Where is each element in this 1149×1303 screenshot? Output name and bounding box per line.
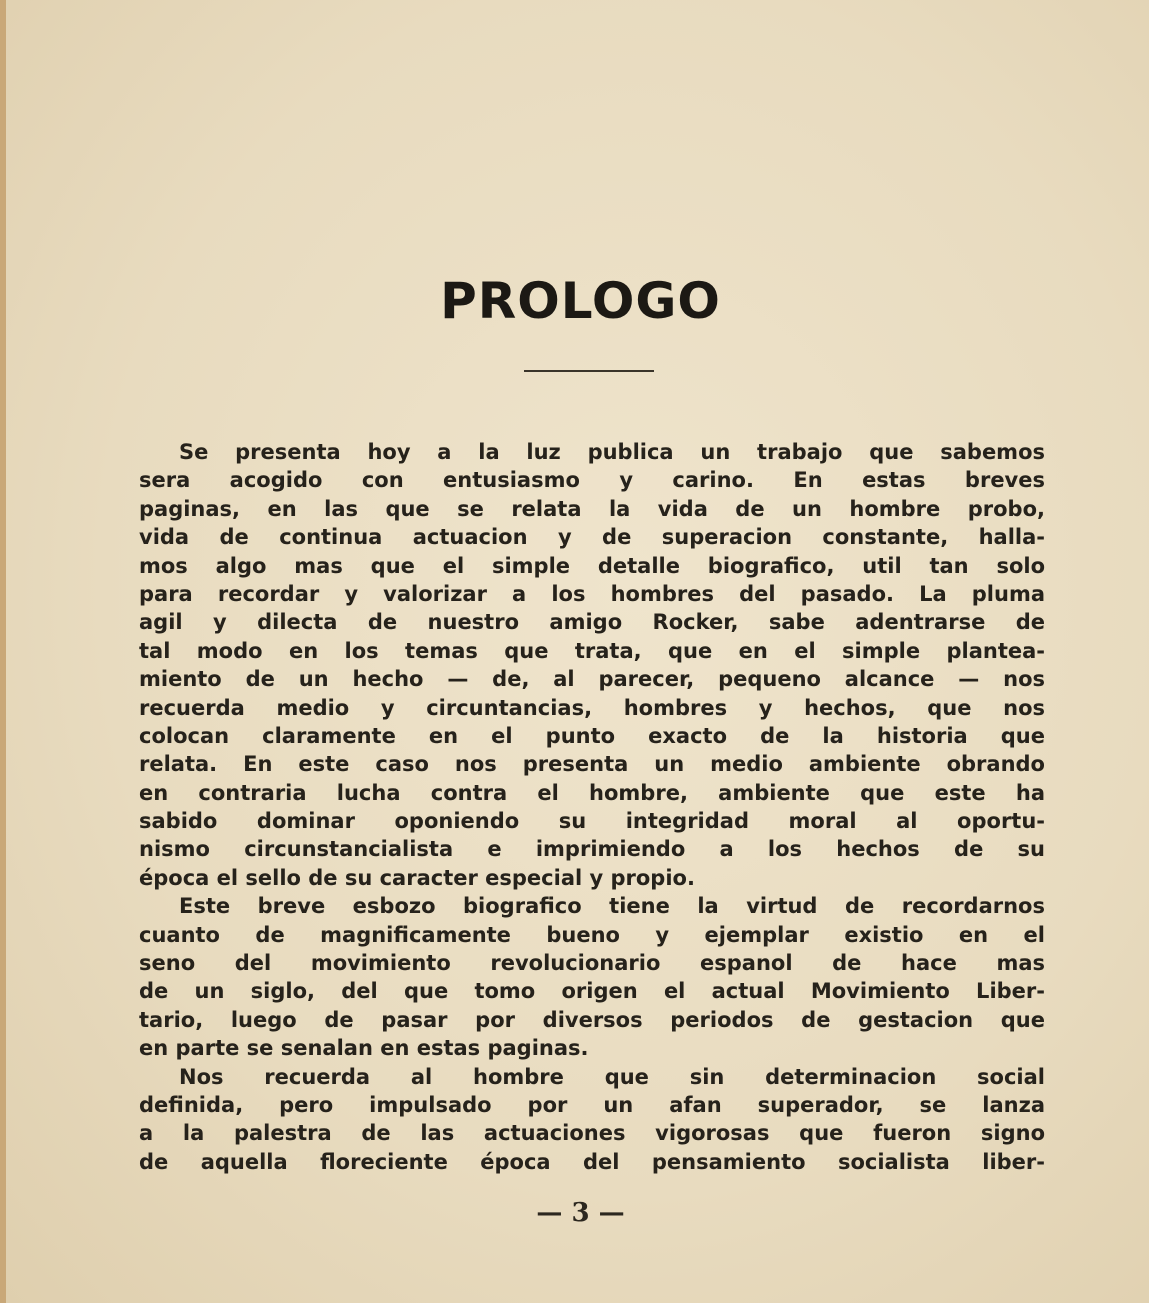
prologue-text	[139, 438, 1045, 1176]
page-title: PROLOGO	[440, 272, 721, 330]
text-line: en contraria lucha contra el hombre, ambiente que este ha	[139, 780, 1045, 805]
text-line: nismo circunstancialista e imprimiendo a los hechos de su	[139, 837, 1045, 862]
text-line: de aquella floreciente época del pensamiento socialista liber-	[139, 1149, 1045, 1174]
title-divider	[524, 370, 654, 372]
text-line: recuerda medio y circuntancias, hombres y hechos, que nos	[139, 695, 1045, 720]
text-line: en parte se senalan en estas paginas.	[139, 1036, 589, 1061]
text-line: tal modo en los temas que trata, que en el simple plantea-	[139, 638, 1045, 663]
text-line: seno del movimiento revolucionario espanol de hace mas	[139, 951, 1045, 976]
text-line: de un siglo, del que tomo origen el actual Movimiento Liber-	[139, 979, 1045, 1004]
text-line: miento de un hecho — de, al parecer, pequeno alcance — nos	[139, 667, 1045, 692]
text-line: tario, luego de pasar por diversos periodos de gestacion que	[139, 1007, 1045, 1032]
text-line: sabido dominar oponiendo su integridad moral al oportu-	[139, 809, 1045, 834]
text-line: definida, pero impulsado por un afan superador, se lanza	[139, 1092, 1045, 1117]
text-line: agil y dilecta de nuestro amigo Rocker, sabe adentrarse de	[139, 610, 1045, 635]
text-line: relata. En este caso nos presenta un medio ambiente obrando	[139, 752, 1045, 777]
page-number: — 3 —	[536, 1198, 625, 1228]
text-line: mos algo mas que el simple detalle biografico, util tan solo	[139, 553, 1045, 578]
text-line: cuanto de magnificamente bueno y ejemplar existio en el	[139, 922, 1045, 947]
text-line: a la palestra de las actuaciones vigorosas que fueron signo	[139, 1121, 1045, 1146]
text-line: paginas, en las que se relata la vida de un hombre probo,	[139, 496, 1045, 521]
text-line: colocan claramente en el punto exacto de la historia que	[139, 723, 1045, 748]
text-line: Nos recuerda al hombre que sin determinacion social	[179, 1064, 1045, 1089]
text-line: Se presenta hoy a la luz publica un trabajo que sabemos	[179, 440, 1045, 464]
text-line: Este breve esbozo biografico tiene la virtud de recordarnos	[179, 894, 1045, 919]
text-line: sera acogido con entusiasmo y carino. En estas breves	[139, 468, 1045, 493]
text-line: vida de continua actuacion y de superacion constante, halla-	[139, 525, 1045, 550]
text-line: época el sello de su caracter especial y propio.	[139, 865, 695, 890]
text-line: para recordar y valorizar a los hombres del pasado. La pluma	[139, 581, 1045, 606]
